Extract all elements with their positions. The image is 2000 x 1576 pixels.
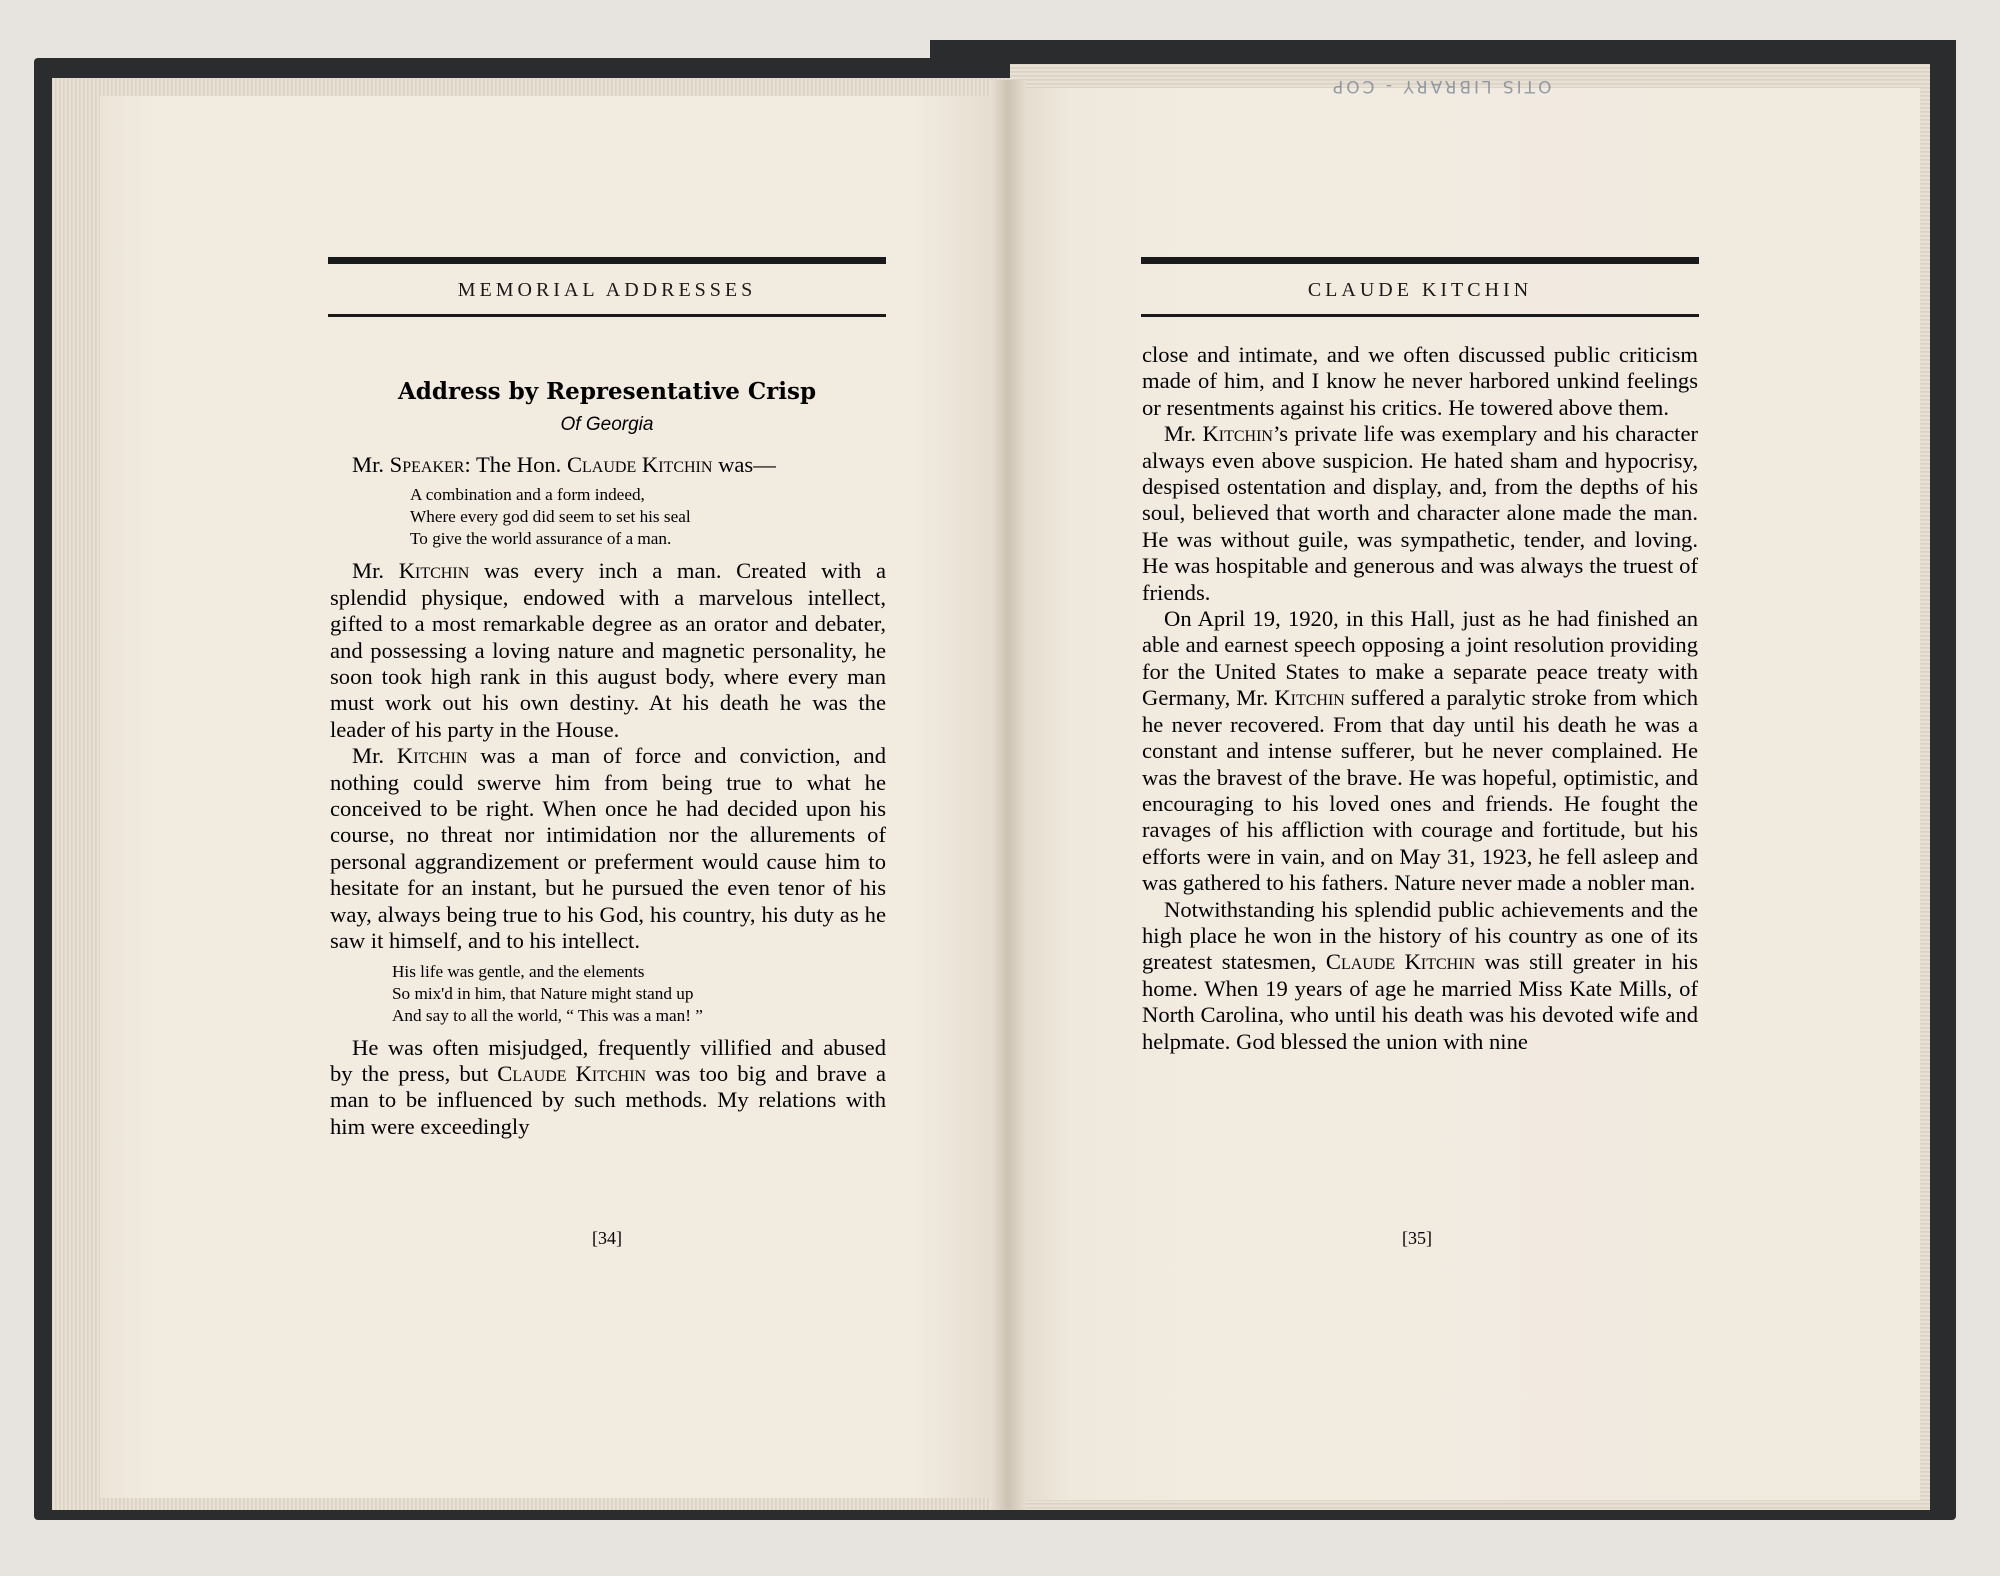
right-page-number: [35] bbox=[1402, 1228, 1432, 1248]
left-paragraph-3: He was often misjudged, frequently villified and abused by the press, but Claude Kitchin was too big and brave a man to be influenced by such methods. My relations with him were exceedingly bbox=[330, 1034, 886, 1139]
library-stamp: OTIS LIBRARY - COP bbox=[1330, 76, 1552, 96]
address-heading: Address by Representative Crisp bbox=[397, 378, 817, 405]
right-header-rule-top bbox=[1141, 257, 1699, 264]
left-paragraph-1: Mr. Kitchin was every inch a man. Created with a splendid physique, endowed with a marvelous intellect, gifted to a most remarkable degree as an orator and debater, and possessing a loving nature and magnetic personality, he soon took high rank in this august body, where every man must work out his own destiny. At his death he was the leader of his party in the House. bbox=[330, 558, 886, 742]
left-page-body bbox=[330, 452, 886, 1140]
right-paragraph-3: On April 19, 1920, in this Hall, just as he had finished an able and earnest speech opposing a joint resolution providing for the United States to make a separate peace treaty with Germany, Mr. Kitchin suffered a paralytic stroke from which he never recovered. From that day until his death he was a constant and intense sufferer, but he never complained. He was the bravest of the brave. He was hopeful, optimistic, and encouraging to his loved ones and friends. He fought the ravages of his affliction with courage and fortitude, but his efforts were in vain, and on May 31, 1923, he fell asleep and was gathered to his fathers. Nature never made a nobler man. bbox=[1142, 606, 1698, 896]
left-header-rule-bottom bbox=[328, 314, 886, 317]
address-subheading: Of Georgia bbox=[560, 414, 654, 435]
book-gutter bbox=[990, 80, 1026, 1510]
left-paragraph-2: Mr. Kitchin was a man of force and conviction, and nothing could swerve him from being true to what he conceived to be right. When once he had decided upon his course, no threat nor intimidation nor the allurements of personal aggrandizement or preferment would cause him to hesitate for an instant, but he pursued the even tenor of his way, always being true to his God, his country, his duty as he saw it himself, and to his intellect. bbox=[330, 743, 886, 954]
right-paragraph-2: Mr. Kitchin’s private life was exemplary and his character always even above suspicion. He hated sham and hypocrisy, despised ostentation and display, and, from the depths of his soul, believed that worth and character alone made the man. He was without guile, was sympathetic, tender, and loving. He was hospitable and generous and was always the truest of friends. bbox=[1142, 421, 1698, 605]
left-page-number: [34] bbox=[592, 1228, 622, 1248]
right-running-head: CLAUDE KITCHIN bbox=[1307, 279, 1533, 301]
right-header-rule-bottom bbox=[1141, 314, 1699, 317]
left-running-head: MEMORIAL ADDRESSES bbox=[457, 279, 757, 301]
salutation: Mr. Speaker: The Hon. Claude Kitchin was— bbox=[352, 452, 776, 477]
verse-quote-1: A combination and a form indeed, Where every god did seem to set his seal To give the world assurance of a man. bbox=[410, 485, 691, 549]
left-header-rule-top bbox=[328, 257, 886, 264]
right-page-body bbox=[1142, 342, 1698, 1055]
right-paragraph-4: Notwithstanding his splendid public achievements and the high place he won in the history of his country as one of its greatest statesmen, Claude Kitchin was still greater in his home. When 19 years of age he married Miss Kate Mills, of North Carolina, who until his death was his devoted wife and helpmate. God blessed the union with nine bbox=[1142, 896, 1698, 1054]
right-paragraph-1: close and intimate, and we often discussed public criticism made of him, and I know he never harbored unkind feelings or resentments against his critics. He towered above them. bbox=[1142, 342, 1698, 420]
verse-quote-2: His life was gentle, and the elements So mix'd in him, that Nature might stand up And say to all the world, “ This was a man! ” bbox=[392, 961, 703, 1025]
